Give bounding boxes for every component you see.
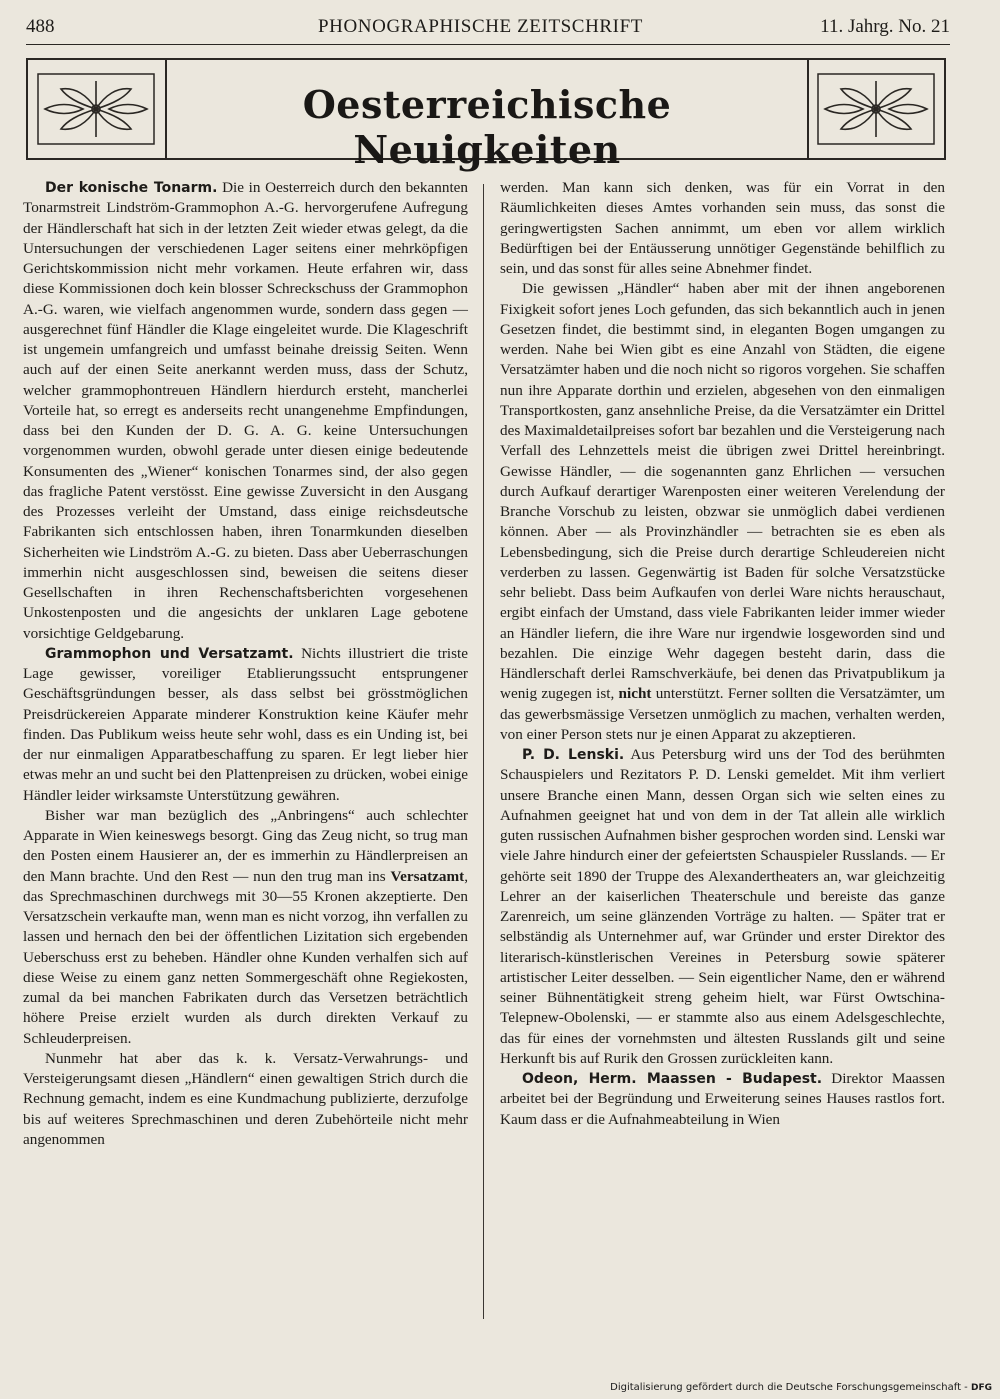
footer-text: Digitalisierung gefördert durch die Deutsche Forschungsgemeinschaft - (610, 1382, 968, 1393)
article-odeon (500, 1069, 945, 1130)
article-tonarm (23, 178, 468, 644)
article-versatzamt (23, 644, 468, 806)
digitization-footer (610, 1382, 992, 1393)
paragraph-nunmehr: Nunmehr hat aber das k. k. Versatz-Verwahrungs- und Versteigerungsamt diesen „Händlern“ einen gewaltigen Strich durch die Rechnung gemacht, indem es eine Kundmachung publizierte, derzufolge bis auf weiteres Sprechmaschinen und deren Zubehörteile nicht mehr angenommen (23, 1049, 468, 1148)
heading-versatzamt: Grammophon und Versatzamt. (45, 645, 294, 662)
section-title: Oesterreichische Neuigkeiten (302, 82, 672, 172)
title-frame (165, 60, 809, 172)
article-lenski (500, 745, 945, 1069)
ornament-right-icon (817, 73, 935, 145)
ornament-left-icon (37, 73, 155, 145)
text-anbringen-b: , das Sprechmaschinen durchwegs mit 30—55 Kronen akzeptierte. Den Versatzschein verkaufte man, wenn man es nicht vorzog, ihn verfallen zu lassen und hernach den bei der öffentlichen Lizitation sich ergebenden Ueberschuss erst zu beheben. Händler ohne Kunden verhalfen sich auf diese Weise zu einem ganz netten Sommergeschäft ohne Regiekosten, zumal da bei manchen Fabrikaten durch das Versetzen beträchtlich höhere Preise erzielt wurden als durch direkten Verkauf zu Schleuderpreisen. (23, 867, 468, 1047)
right-column (500, 178, 945, 1130)
heading-odeon: Odeon, Herm. Maassen - Budapest. (522, 1071, 823, 1087)
text-versatzamt: Nichts illustriert die triste Lage gewisser, voreiliger Etablierungssucht entsprungener Geschäftsgründungen besser, als dass selbst bei grösstmöglichen Preisdrückereien Apparate minderer Konstruktion keine Käufer mehr finden. Das Publikum weiss heute sehr wohl, dass es ein Unding ist, bei der nur einmaligen Apparatbeschaffung zu sparen. Er legt lieber hier etwas mehr an und sucht bei den Plattenpreisen zu drücken, wobei einige Händler leider wirksamste Unterstützung gewähren. (23, 644, 468, 804)
bold-nicht: nicht (618, 685, 652, 703)
text-tonarm: Die in Oesterreich durch den bekannten Tonarmstreit Lindström-Grammophon A.-G. hervorgerufene Aufregung der Händlerschaft hat sich in der letzten Zeit wieder etwas gelegt, da die Untersuchungen der verschiedenen Lager seitens einer mehrköpfigen Gerichtskommission nicht mehr vorkamen. Heute erfahren wir, dass diese Kommissionen doch kein blosser Schreckschuss der Grammophon A.-G. waren, wie vielfach angenommen wurde, sondern dass gegen — ausgerechnet fünf Händler die Klage eingeleitet wurde. Die Klageschrift ist ungemein umfangreich und umfasst beinahe dreissig Seiten. Wenn auch auf der einen Seite anerkannt werden muss, dass der Schutz, welcher grammophontreuen Händlern hierdurch ersteht, mancherlei Vorteile hat, so erregt es anderseits recht unangenehme Empfindungen, dass bei den Kunden der D. G. A. G. keine Untersuchungen vorgenommen wurden, obwohl gerade unter diesen einige bedeutende Konsumenten des „Wiener“ konischen Tonarmes sind, der also gegen das fragliche Patent verstösst. Eine gewisse Zuversicht in den Ausgang des Prozesses verleiht der Umstand, dass einige reichsdeutsche Fabrikanten sich entschlossen haben, ihren Tonarmkunden dieselben Sicherheiten wie Lindström A.-G. zu bieten. Dass aber Ueberraschungen immerhin nicht ausgeschlossen sind, beweisen die seitens dieser Gesellschaften in ihren Rechenschaftsberichten vorgesehenen Unkostenposten und die angesichts der unklaren Lage gebotene vorsichtige Geldgebarung. (23, 179, 469, 642)
journal-title: PHONOGRAPHISCHE ZEITSCHRIFT (318, 16, 643, 37)
page-number: 488 (26, 16, 55, 37)
text-anbringen-a: Bisher war man bezüglich des „Anbringens“ auch schlechter Apparate in Wien keineswegs besorgt. Ging das Zeug nicht, so trug man den Posten einem Hausierer an, der es immerhin zu Händlerpreisen an den Mann brachte. Und den Rest — nun den trug man ins (23, 806, 468, 885)
bold-versatzamt: Versatzamt (390, 867, 465, 885)
text-haendler-b: unterstützt. Ferner sollten die Versatzämter, um das gewerbsmässige Versetzen unmöglich zu machen, verhalten werden, von einer Person stets nur je einen Apparat zu akzeptieren. (500, 685, 945, 743)
left-column (23, 178, 468, 1150)
paragraph-anbringen (23, 806, 468, 1049)
running-header (26, 14, 950, 45)
text-odeon: Direktor Maassen arbeitet bei der Begründung und Erweiterung seines Hauses rastlos fort. Kaum dass er die Aufnahmeabteilung in Wien (500, 1070, 945, 1128)
volume-issue: 11. Jahrg. No. 21 (820, 16, 950, 37)
section-title-box (26, 58, 946, 172)
text-lenski: Aus Petersburg wird uns der Tod des berühmten Schauspielers und Rezitators P. D. Lenski gemeldet. Mit ihm verliert unsere Branche einen Mann, dessen Organ sich wie selten eines zu Aufnahmen geeignet hat und von dem in der Tat allein alle wirklich guten russischen Aufnahmen bisher gesprochen worden sind. Lenski war viele Jahre hindurch einer der gefeiertsten Schauspieler Russlands. — Er gehörte seit 1890 der Truppe des Alexandertheaters an, war gleichzeitig Lehrer an der kaiserlichen Theaterschule und bereiste das ganze Zarenreich, um seine glänzenden Vorträge zu halten. — Später trat er selbständig als Unternehmer auf, war Gründer und erster Direktor des literarisch-künstlerischen Vereines in Petersburg sowie späterer artistischer Leiter desselben. — Sein eigentlicher Name, den er während seiner Bühnentätigkeit streng geheim hielt, war Fürst Owtschina-Telepnew-Obolenski, — er stammte also aus einem Adelsgeschlechte, das für eines der vornehmsten und ältesten Russlands gilt und seine Herkunft bis auf Rurik den Grossen zurückleiten kann. (500, 746, 945, 1067)
dfg-logo: DFG (970, 1383, 992, 1393)
heading-lenski: P. D. Lenski. (522, 747, 625, 763)
column-divider (483, 184, 484, 1319)
heading-tonarm: Der konische Tonarm. (45, 180, 218, 196)
paragraph-continuation: werden. Man kann sich denken, was für ein Vorrat in den Räumlichkeiten dieses Amtes vorhanden sein muss, das sonst die geringwertigsten Sachen annimmt, um eben vor allem wirklich Bedürftigen bei der Entäusserung unnötiger Gegenstände behilflich zu sein, und das sonst für alles seine Abnehmer findet. (500, 179, 945, 277)
text-haendler-a: Die gewissen „Händler“ haben aber mit der ihnen angeborenen Fixigkeit sofort jenes Loch gefunden, das sich bekanntlich auch in jenen Gesetzen findet, die bestimmt sind, in eleganten Bogen umgangen zu werden. Nahe bei Wien gibt es eine Anzahl von Städten, die eigene Versatzämter haben und die noch nicht so rigoros vorgehen. Sie schaffen nun ihre Apparate dorthin und erzielen, abgesehen von den einmaligen Transportkosten, ganz ansehnliche Preise, da die Versatzämter ein Drittel des Maximaldetailpreises sofort bar bezahlen und die Versteigerung nach Verfall des Lehnzettels meist die übrigen zwei Drittel hereinbringt. Gewisse Händler, — die sogenannten ganz Ehrlichen — versuchen durch Aufkauf derartiger Warenposten einer weiteren Verelendung der Branche Vorschub zu leisten, obzwar sie unmöglich dabei verdienen können. Aber — als Provinzhändler — betrachten sie es eben als Lebensbedingung, sich die Preise durch derartige Schleudereien nicht verderben zu lassen. Gegenwärtig ist Baden für solche Versatzstücke sehr beliebt. Dass beim Aufkaufen von derlei Ware nichts herauschaut, ergibt einfach der Umstand, dass viele Fabrikanten leider immer wieder an Händler liefern, die ihre Ware nur irgendwie losgeworden sind und bezahlen. Die einzige Wehr dagegen besteht darin, dass die Händlerschaft derlei Ramschverkäufe, bei denen das Privatpublikum ja wenig zugegen ist, (500, 280, 945, 703)
paragraph-haendler (500, 279, 945, 745)
